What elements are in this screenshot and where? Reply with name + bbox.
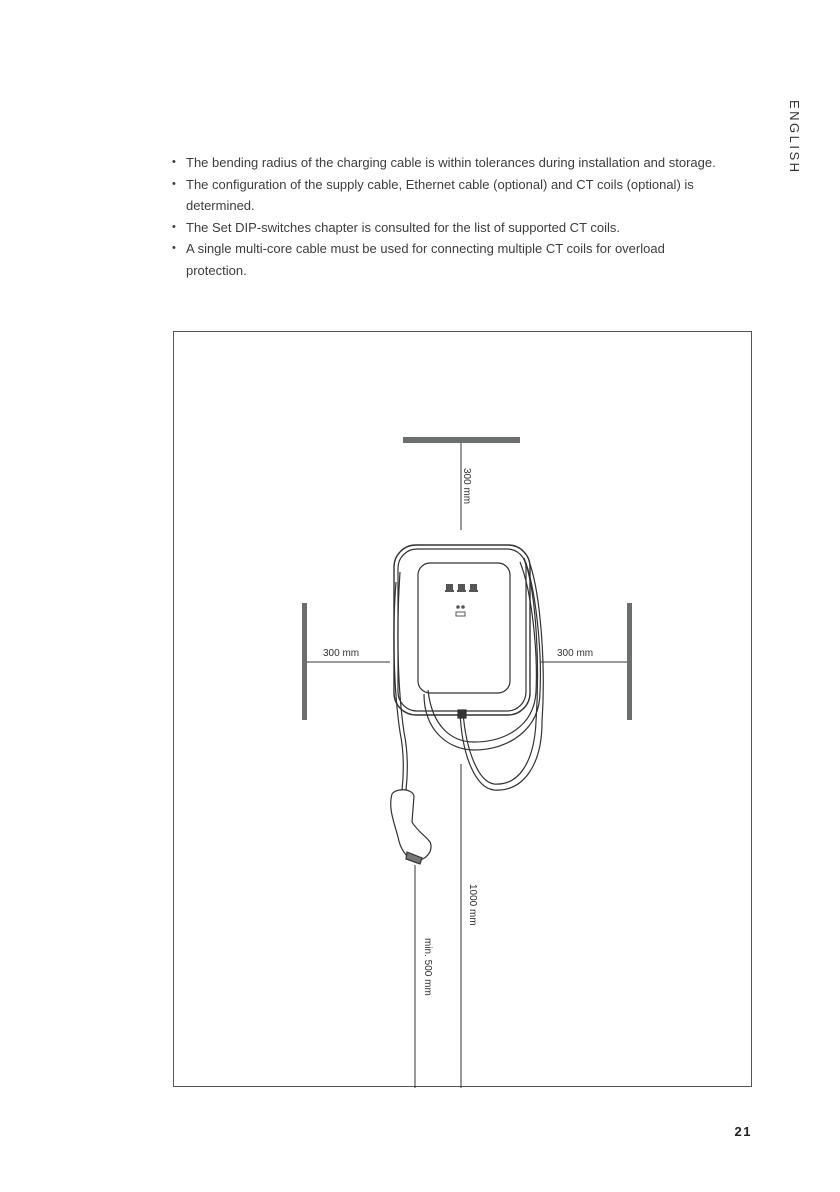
charging-connector-icon — [391, 790, 431, 864]
top-obstacle-bar — [403, 437, 520, 443]
cable-loop — [460, 564, 543, 790]
language-tab-label: ENGLISH — [787, 100, 802, 175]
right-obstacle-bar — [627, 603, 632, 720]
left-dimension-label: 300 mm — [323, 648, 360, 659]
clearance-diagram — [173, 331, 752, 1087]
page-number: 21 — [734, 1124, 752, 1139]
top-dimension-label: 300 mm — [461, 468, 472, 505]
list-item: • A single multi-core cable must be used for connecting multiple CT coils for overload protection. — [170, 238, 706, 281]
charger-drawing — [394, 545, 543, 790]
charger-housing-inner — [398, 549, 526, 711]
list-item: • The configuration of the supply cable, Ethernet cable (optional) and CT coils (optional) is determined. — [170, 174, 706, 217]
right-dimension-label: 300 mm — [557, 648, 594, 659]
cable-exit — [458, 710, 466, 718]
requirements-list — [170, 152, 770, 281]
cable-loop — [424, 558, 540, 750]
status-led-icons — [445, 584, 478, 616]
list-item: • The bending radius of the charging cable is within tolerances during installation and storage. — [170, 152, 770, 174]
clearance-diagram-svg — [174, 332, 753, 1088]
left-obstacle-bar — [302, 603, 307, 720]
floor-dimension-label: 1000 mm — [467, 884, 478, 926]
charger-front-panel — [418, 563, 510, 693]
language-tab — [782, 100, 806, 190]
list-item: • The Set DIP-switches chapter is consulted for the list of supported CT coils. — [170, 217, 770, 239]
min-dimension-label: min. 500 mm — [422, 938, 433, 996]
